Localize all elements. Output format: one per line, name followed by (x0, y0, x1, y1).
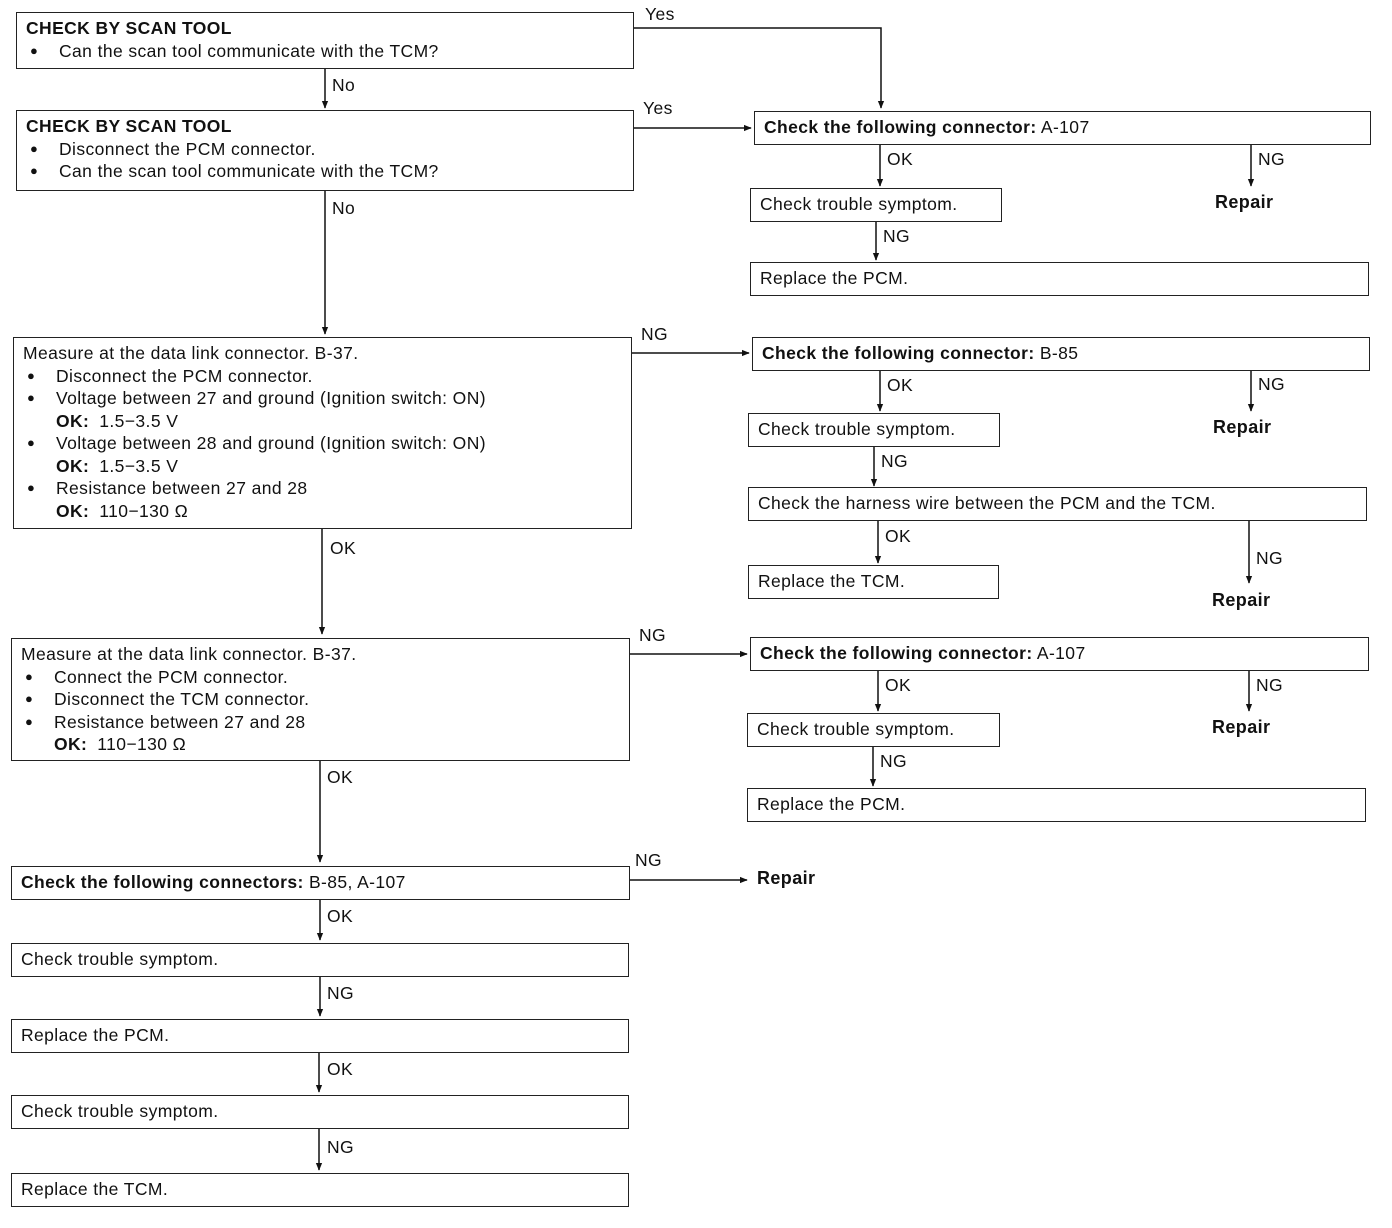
box-r-check-connector-a107-2 (750, 637, 1369, 671)
label-no: No (332, 75, 356, 95)
box-bold: Check the following connectors: (21, 872, 304, 892)
box-r-check-harness-wire (748, 487, 1367, 521)
box-rest: B-85 (1034, 343, 1079, 363)
bullet-item: ● Disconnect the PCM connector. (26, 138, 624, 161)
ok-spec (23, 455, 622, 478)
label-ok: OK (885, 675, 912, 695)
box-rest: B-85, A-107 (303, 872, 406, 892)
box-r-check-trouble-symptom-2 (748, 413, 1000, 447)
box-check-scan-tool-1 (16, 12, 634, 69)
box-r-check-connector-a107-1 (754, 111, 1371, 145)
box-check-connectors (11, 866, 630, 900)
box-title: CHECK BY SCAN TOOL (26, 18, 232, 38)
box-r-check-trouble-symptom-3 (747, 713, 1000, 747)
box-r-replace-tcm (748, 565, 999, 599)
label-ng: NG (639, 625, 667, 645)
ok-value: 110−130 Ω (97, 734, 187, 754)
bullet-item: ● Voltage between 28 and ground (Ignition switch: ON) (23, 432, 622, 455)
box-r-replace-pcm-1 (750, 262, 1369, 296)
box-check-scan-tool-2 (16, 110, 634, 191)
ok-value: 110−130 Ω (99, 500, 189, 521)
ok-value: 1.5−3.5 V (99, 410, 179, 431)
label-ng: NG (881, 451, 909, 471)
label-ok: OK (330, 538, 357, 558)
box-text: Check trouble symptom. (760, 194, 958, 214)
box-text: Replace the PCM. (21, 1025, 170, 1045)
repair-terminal: Repair (1215, 192, 1274, 212)
bullet-item: ● Voltage between 27 and ground (Ignition switch: ON) (23, 387, 622, 410)
label-ng: NG (327, 983, 355, 1003)
box-bold: Check the following connector: (760, 643, 1033, 663)
ok-spec (23, 410, 622, 433)
ok-spec (21, 733, 620, 756)
repair-terminal: Repair (1213, 417, 1272, 437)
label-ng: NG (1258, 374, 1286, 394)
box-measure-data-link-2 (11, 638, 630, 761)
bullet-item: ● Disconnect the PCM connector. (23, 365, 622, 388)
arrow-b1-yes (633, 28, 881, 108)
bullet-item: ● Resistance between 27 and 28 (23, 477, 622, 500)
bullet-item: ● Disconnect the TCM connector. (21, 688, 620, 711)
label-ok: OK (327, 767, 354, 787)
box-text: Check trouble symptom. (758, 419, 956, 439)
label-ok: OK (887, 375, 914, 395)
ok-spec (23, 500, 622, 523)
bullet-item: ● Can the scan tool communicate with the TCM? (26, 160, 624, 183)
bullet-item: ● Can the scan tool communicate with the TCM? (26, 40, 624, 63)
box-text: Replace the PCM. (760, 268, 909, 288)
label-ok: OK (327, 906, 354, 926)
box-text: Replace the TCM. (21, 1179, 169, 1199)
ok-prefix: OK: (56, 455, 90, 476)
label-ng: NG (880, 751, 908, 771)
ok-prefix: OK: (56, 500, 90, 521)
repair-terminal: Repair (757, 868, 816, 888)
box-rest: A-107 (1032, 643, 1086, 663)
box-text: Replace the PCM. (757, 794, 906, 814)
box-r-replace-pcm-2 (747, 788, 1366, 822)
label-ok: OK (885, 526, 912, 546)
box-text: Check trouble symptom. (21, 949, 219, 969)
ok-prefix: OK: (54, 734, 88, 754)
box-measure-data-link-1 (13, 337, 632, 529)
label-ng: NG (883, 226, 911, 246)
box-intro: Measure at the data link connector. B-37. (23, 343, 359, 363)
label-ng: NG (641, 324, 669, 344)
box-text: Check the harness wire between the PCM and the TCM. (758, 493, 1216, 513)
box-bold: Check the following connector: (762, 343, 1035, 363)
box-text: Check trouble symptom. (21, 1101, 219, 1121)
repair-terminal: Repair (1212, 590, 1271, 610)
box-text: Check trouble symptom. (757, 719, 955, 739)
box-r-check-trouble-symptom-1 (750, 188, 1002, 222)
label-ng: NG (1256, 548, 1284, 568)
label-ng: NG (635, 850, 663, 870)
label-ok: OK (887, 149, 914, 169)
box-rest: A-107 (1036, 117, 1090, 137)
box-intro: Measure at the data link connector. B-37. (21, 644, 357, 664)
bullet-item: ● Connect the PCM connector. (21, 666, 620, 689)
label-yes: Yes (645, 4, 675, 24)
box-text: Replace the TCM. (758, 571, 906, 591)
bullet-item: ● Resistance between 27 and 28 (21, 711, 620, 734)
repair-terminal: Repair (1212, 717, 1271, 737)
label-no: No (332, 198, 356, 218)
box-r-check-connector-b85 (752, 337, 1370, 371)
box-title: CHECK BY SCAN TOOL (26, 116, 232, 136)
box-bold: Check the following connector: (764, 117, 1037, 137)
label-ng: NG (327, 1137, 355, 1157)
box-check-trouble-symptom-1 (11, 943, 629, 977)
label-ng: NG (1258, 149, 1286, 169)
box-check-trouble-symptom-2 (11, 1095, 629, 1129)
ok-value: 1.5−3.5 V (99, 455, 179, 476)
label-ng: NG (1256, 675, 1284, 695)
ok-prefix: OK: (56, 410, 90, 431)
label-ok: OK (327, 1059, 354, 1079)
label-yes: Yes (643, 98, 673, 118)
box-replace-tcm (11, 1173, 629, 1207)
box-replace-pcm (11, 1019, 629, 1053)
